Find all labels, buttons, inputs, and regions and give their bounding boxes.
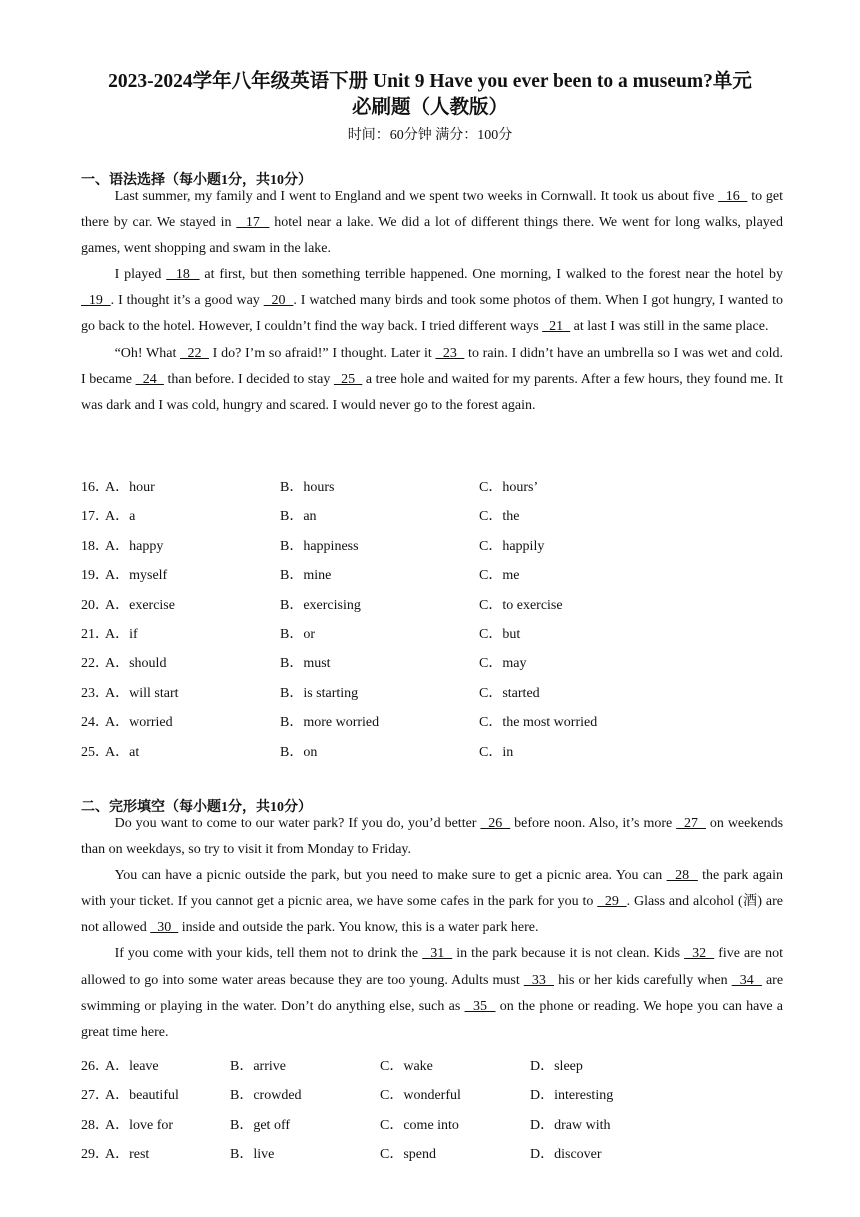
question-number: 23． — [81, 685, 109, 701]
answer-option[interactable]: C．started — [479, 685, 540, 701]
passage-paragraph: Last summer, my family and I went to England and we spent two weeks in Cornwall. It took us about five 16 to get there by car. We stayed in 17 hotel near a lake. We did a lot of different things there. We went for long walks, played games, went shopping and swam in the lake. — [81, 189, 784, 257]
answer-option[interactable]: B．arrive — [230, 1059, 286, 1074]
answer-option[interactable]: C．may — [479, 656, 527, 672]
answer-option[interactable]: A．exercise — [105, 597, 175, 613]
passage-paragraph: You can have a picnic outside the park, but you need to make sure to get a picnic area. You can 28 the park again with your ticket. If you cannot get a picnic area, we have some cafes in the park for you to 29 . Glass and alcohol (酒) are not allowed 30 inside and outside the park. You know, this is a water park here. — [81, 868, 784, 936]
answer-option[interactable]: C．the most worried — [479, 715, 598, 731]
section1-passage — [81, 184, 783, 419]
question-number: 20． — [81, 597, 109, 613]
answer-blank: 29 — [597, 894, 627, 910]
answer-option[interactable]: D．interesting — [530, 1088, 614, 1104]
question-number: 17． — [81, 509, 109, 525]
answer-option[interactable]: B．happiness — [280, 538, 359, 554]
section1-heading: 一、语法选择（每小题1分，共10分） — [81, 173, 312, 188]
question-number: 24． — [81, 715, 109, 731]
answer-option[interactable]: C．to exercise — [479, 597, 563, 613]
question-number: 16． — [81, 480, 109, 495]
answer-option[interactable]: C．wonderful — [380, 1088, 461, 1104]
answer-option[interactable]: C．but — [479, 627, 521, 642]
answer-option[interactable]: D．sleep — [530, 1059, 583, 1074]
answer-option[interactable]: B．is starting — [280, 685, 359, 701]
answer-option[interactable]: C．hours’ — [479, 480, 539, 495]
answer-option[interactable]: B．crowded — [230, 1088, 302, 1104]
answer-option[interactable]: A．at — [105, 744, 140, 760]
answer-option[interactable]: C．happily — [479, 538, 545, 554]
answer-blank: 19 — [81, 293, 111, 309]
passage-paragraph: “Oh! What 22 I do? I’m so afraid!” I thought. Later it 23 to rain. I didn’t have an umbrella so I was wet and cold. I became 24 than before. I decided to stay 25 a tree hole and waited for my parents. After a few hours, they found me. It was dark and I was cold, hungry and scared. I would never go to the forest again. — [81, 345, 784, 413]
answer-option[interactable]: B．exercising — [280, 597, 361, 613]
section2-heading: 二、完形填空（每小题1分，共10分） — [81, 800, 312, 815]
answer-option[interactable]: A．leave — [105, 1059, 159, 1074]
answer-option[interactable]: A．if — [105, 627, 138, 642]
answer-blank: 33 — [523, 972, 555, 988]
answer-option[interactable]: B．get off — [230, 1117, 291, 1133]
passage-paragraph: Do you want to come to our water park? If you do, you’d better 26 before noon. Also, it’s more 27 on weekends than on weekdays, so try to visit it from Monday to Friday. — [81, 816, 784, 858]
answer-blank: 16 — [718, 189, 748, 204]
question-number: 25． — [81, 744, 109, 760]
answer-blank: 35 — [464, 998, 496, 1014]
question-number: 19． — [81, 568, 109, 584]
question-number: 22． — [81, 656, 109, 672]
document-title-line2: 必刷题（人教版） — [351, 97, 508, 118]
answer-option[interactable]: A．love for — [105, 1117, 174, 1133]
answer-blank: 27 — [676, 816, 706, 831]
answer-blank: 17 — [236, 215, 270, 231]
answer-option[interactable]: C．wake — [380, 1059, 433, 1074]
answer-option[interactable]: A．will start — [105, 685, 179, 701]
document-title-line1: 2023-2024学年八年级英语下册 Unit 9 Have you ever been to a museum?单元 — [108, 71, 752, 92]
answer-blank: 31 — [422, 946, 453, 962]
answer-option[interactable]: A．myself — [105, 568, 168, 584]
answer-blank: 28 — [666, 868, 698, 884]
answer-blank: 22 — [180, 345, 209, 361]
section2-passage — [81, 811, 783, 1046]
answer-blank: 24 — [135, 371, 164, 387]
answer-blank: 23 — [435, 345, 465, 361]
answer-option[interactable]: D．discover — [530, 1147, 602, 1163]
passage-paragraph: If you come with your kids, tell them not to drink the 31 in the park because it is not clean. Kids 32 five are not allowed to go into some water areas because they are too young. Adults must 33 his or her kids carefully when 34 are swimming or playing in the water. Don’t do anything else, such as 35 on the phone or reading. We hope you can have a great time here. — [81, 946, 784, 1040]
answer-option[interactable]: A．worried — [105, 715, 173, 731]
answer-option[interactable]: C．come into — [380, 1117, 459, 1133]
question-number: 18． — [81, 538, 109, 554]
answer-option[interactable]: C．in — [479, 744, 514, 760]
answer-option[interactable]: A．rest — [105, 1147, 150, 1163]
answer-option[interactable]: A．happy — [105, 538, 164, 554]
answer-option[interactable]: B．must — [280, 656, 331, 672]
answer-option[interactable]: D．draw with — [530, 1117, 611, 1133]
answer-option[interactable]: B．live — [230, 1147, 275, 1163]
passage-paragraph: I played 18 at first, but then something terrible happened. One morning, I walked to the forest near the hotel by 19 . I thought it’s a good way 20 . I watched many birds and took some photos of them. When I got hungry, I wanted to go back to the hotel. However, I couldn’t find the way back. I tried different ways 21 at last I was still in the same place. — [81, 267, 784, 335]
answer-blank: 32 — [684, 946, 715, 962]
question-number: 28． — [81, 1117, 109, 1133]
answer-blank: 18 — [166, 267, 200, 283]
answer-option[interactable]: B．on — [280, 744, 318, 760]
answer-blank: 26 — [480, 816, 511, 831]
question-number: 21． — [81, 627, 109, 642]
answer-option[interactable]: A．hour — [105, 480, 155, 495]
answer-option[interactable]: A．a — [105, 509, 136, 525]
question-number: 29． — [81, 1147, 109, 1163]
answer-option[interactable]: B．mine — [280, 568, 332, 584]
answer-blank: 25 — [333, 371, 363, 387]
question-number: 27． — [81, 1088, 109, 1104]
answer-option[interactable]: C．the — [479, 509, 520, 525]
answer-option[interactable]: C．spend — [380, 1147, 436, 1163]
answer-option[interactable]: A．beautiful — [105, 1088, 179, 1104]
answer-option[interactable]: B．more worried — [280, 715, 380, 731]
answer-option[interactable]: B．hours — [280, 480, 335, 495]
answer-blank: 20 — [263, 293, 294, 309]
question-number: 26． — [81, 1059, 109, 1074]
answer-option[interactable]: C．me — [479, 568, 520, 584]
answer-blank: 34 — [731, 972, 762, 988]
answer-option[interactable]: B．an — [280, 509, 317, 525]
answer-option[interactable]: B．or — [280, 627, 315, 642]
answer-blank: 30 — [150, 920, 179, 936]
answer-blank: 21 — [542, 319, 571, 335]
exam-meta: 时间：60分钟 满分：100分 — [347, 128, 513, 143]
answer-option[interactable]: A．should — [105, 656, 167, 672]
